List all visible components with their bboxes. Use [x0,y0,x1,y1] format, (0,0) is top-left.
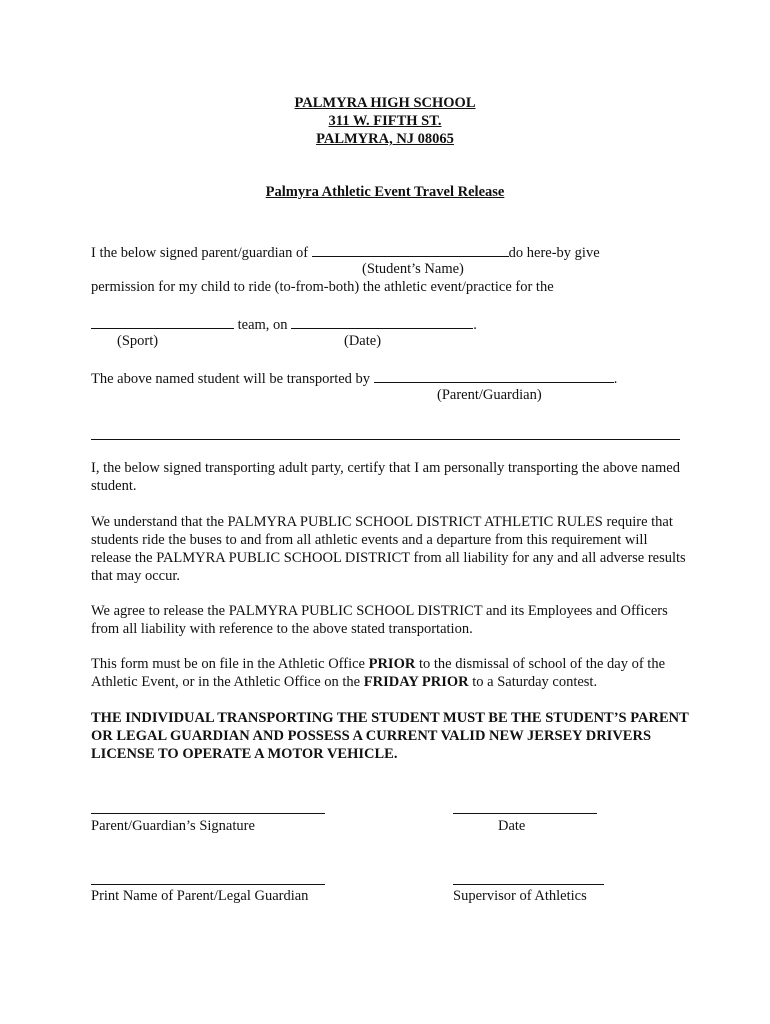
sport-blank[interactable] [91,314,234,329]
release-paragraph: We agree to release the PALMYRA PUBLIC SCHOOL DISTRICT and its Employees and Officers from all liability with reference to the above stated transportation. [91,603,668,637]
school-name: PALMYRA HIGH SCHOOL [294,95,476,111]
transporter-blank[interactable] [374,368,614,383]
rules-paragraph: We understand that the PALMYRA PUBLIC SCHOOL DISTRICT ATHLETIC RULES require that students ride the buses to and from all athletic events and a departure from this requirement will release the PALMYRA PUBLIC SCHOOL DISTRICT from all liability for any and all adverse results that may occur. [91,514,686,584]
date-caption: (Date) [344,333,382,349]
file-text-3: to a Saturday contest. [468,674,598,690]
file-bold-prior: PRIOR [368,656,416,672]
file-text-1: This form must be on file in the Athletic Office [91,656,369,672]
school-city: PALMYRA, NJ 08065 [316,131,454,147]
guardian-signature-line[interactable] [91,813,325,814]
team-on-text: team, on [237,317,288,333]
sport-date-period: . [473,317,477,333]
date-signature-line[interactable] [453,813,597,814]
date-blank[interactable] [291,314,473,329]
file-text-2: to the dismissal of school of the day of the Athletic Event, or in the Athletic Office on the [91,656,666,690]
file-bold-friday-prior: FRIDAY PRIOR [363,674,469,690]
supervisor-label: Supervisor of Athletics [453,888,587,904]
transported-period: . [613,371,618,387]
date-label: Date [498,818,526,834]
print-name-label: Print Name of Parent/Legal Guardian [91,888,309,904]
permission-line-2: permission for my child to ride (to-from-both) the athletic event/practice for the [91,279,554,295]
permission-line-1 [91,242,600,262]
permission-prefix: I the below signed parent/guardian of [91,245,309,261]
student-name-caption: (Student’s Name) [362,261,464,277]
supervisor-line[interactable] [453,884,604,885]
section-divider [91,439,680,440]
sport-caption: (Sport) [117,333,159,349]
student-name-blank[interactable] [312,242,509,257]
file-deadline-paragraph [91,655,691,691]
school-street: 311 W. FIFTH ST. [328,113,442,129]
permission-suffix: do here-by give [508,245,600,261]
certify-paragraph: I, the below signed transporting adult party, certify that I am personally transporting the above named student. [91,460,680,494]
warning-paragraph: THE INDIVIDUAL TRANSPORTING THE STUDENT MUST BE THE STUDENT’S PARENT OR LEGAL GUARDIAN AND POSSESS A CURRENT VALID NEW JERSEY DRIVERS LICENSE TO OPERATE A MOTOR VEHICLE. [91,710,689,762]
transported-by-line [91,368,617,388]
guardian-signature-label: Parent/Guardian’s Signature [91,818,255,834]
sport-date-line [91,314,477,334]
print-name-line[interactable] [91,884,325,885]
form-title: Palmyra Athletic Event Travel Release [265,184,505,200]
transported-by-text: The above named student will be transported by [91,371,371,387]
parent-guardian-caption: (Parent/Guardian) [437,387,542,403]
